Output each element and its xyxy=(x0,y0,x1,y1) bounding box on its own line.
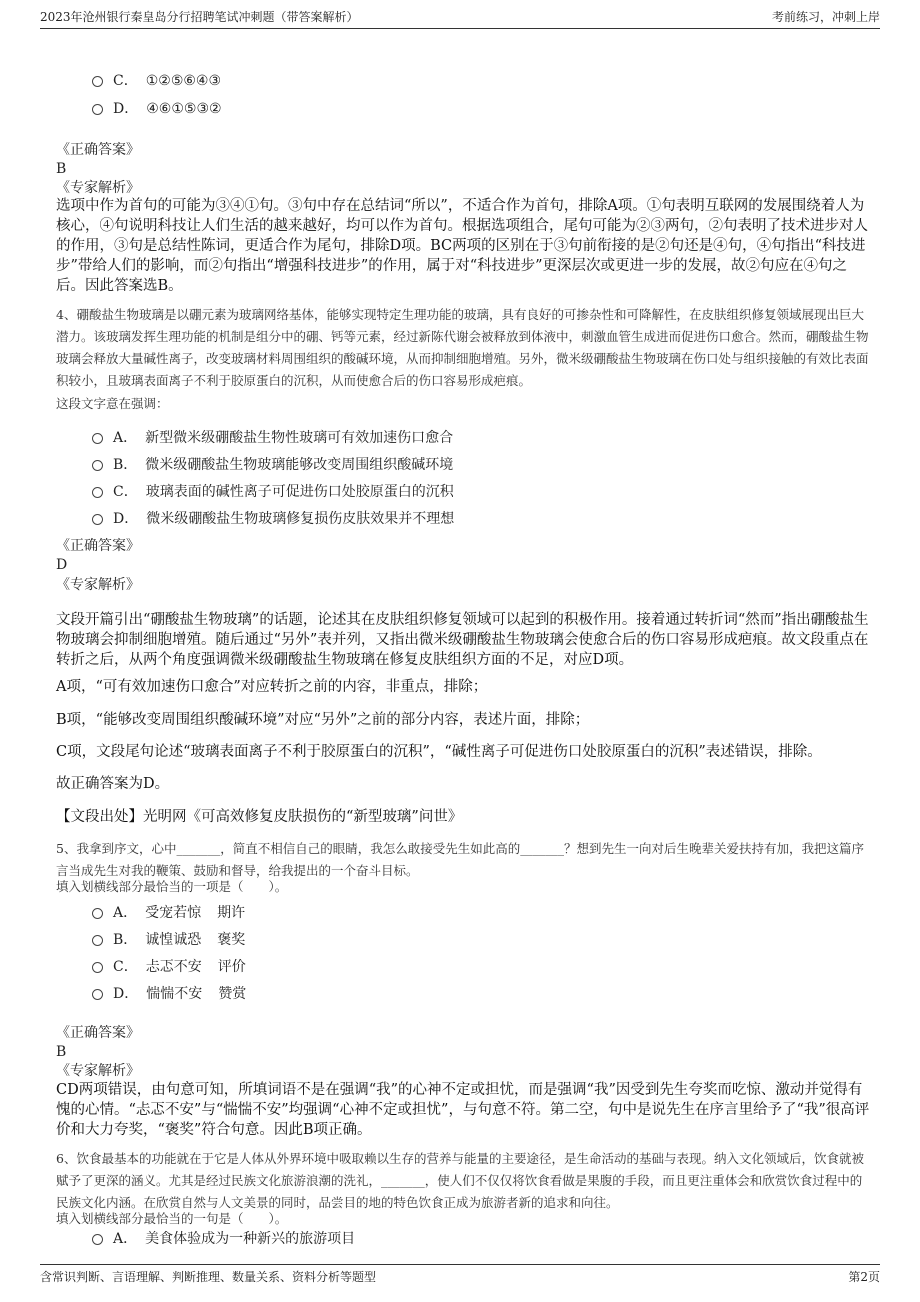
q3-option-c[interactable]: C． ①②⑤⑥④③ xyxy=(92,70,221,92)
radio-button-icon[interactable] xyxy=(92,935,103,946)
q5-answer-label: 《正确答案》 xyxy=(56,1025,140,1041)
radio-button-icon[interactable] xyxy=(92,962,103,973)
q6-prompt: 填入划横线部分最恰当的一句是（ ）。 xyxy=(56,1211,288,1226)
page-header xyxy=(40,6,880,29)
q4-prompt: 这段文字意在强调： xyxy=(56,396,169,411)
q5-option-d[interactable]: D． 惴惴不安 赞赏 xyxy=(92,983,246,1005)
q4-conclusion: 故正确答案为D。 xyxy=(56,776,170,792)
q3-answer: B xyxy=(56,161,67,177)
q4-option-a[interactable]: A． 新型微米级硼酸盐生物性玻璃可有效加速伤口愈合 xyxy=(92,427,453,449)
page-footer xyxy=(40,1264,880,1289)
q4-source: 【文段出处】光明网《可高效修复皮肤损伤的“新型玻璃”问世》 xyxy=(56,809,463,825)
radio-button-icon[interactable] xyxy=(92,1234,103,1245)
radio-button-icon[interactable] xyxy=(92,460,103,471)
q4-analysis: 文段开篇引出“硼酸盐生物玻璃”的话题，论述其在皮肤组织修复领域可以起到的积极作用。接着通过转折词“然而”指出硼酸盐生物玻璃会抑制细胞增殖。随后通过“另外”表并列，又指出微米级硼酸盐生物玻璃会使愈合后的伤口容易形成疤痕。故文段重点在转折之后，从两个角度强调微米级硼酸盐生物玻璃在修复皮肤组织方面的不足，对应D项。 xyxy=(56,612,869,668)
radio-button-icon[interactable] xyxy=(92,514,103,525)
q5-option-c[interactable]: C． 忐忑不安 评价 xyxy=(92,956,246,978)
q4-answer-label: 《正确答案》 xyxy=(56,538,140,554)
q3-option-d[interactable]: D． ④⑥①⑤③② xyxy=(92,98,222,120)
q5-stem: 5、我拿到序文，心中_______，简直不相信自己的眼睛，我怎么敢接受先生如此高的_______？想到先生一向对后生晚辈关爱扶持有加，我把这篇序言当成先生对我的鞭策、鼓励和督导，给我提出的一个奋斗目标。 xyxy=(56,841,864,878)
radio-button-icon[interactable] xyxy=(92,104,103,115)
q4-analysis-c: C项，文段尾句论述“玻璃表面离子不利于胶原蛋白的沉积”，“碱性离子可促进伤口处胶原蛋白的沉积”表述错误，排除。 xyxy=(56,744,822,760)
q4-answer: D xyxy=(56,557,68,573)
radio-button-icon[interactable] xyxy=(92,908,103,919)
page-number: 第2页 xyxy=(848,1270,880,1284)
q3-analysis: 选项中作为首句的可能为③④①句。③句中存在总结词“所以”，不适合作为首句，排除A项。①句表明互联网的发展围绕着人为核心，④句说明科技让人们生活的越来越好，均可以作为首句。根据选项组合，尾句可能为②③两句，②句表明了技术进步对人的作用，③句是总结性陈词，更适合作为尾句，排除D项。BC两项的区别在于③句前衔接的是②句还是④句，④句指出“科技进步”带给人们的影响，而②句指出“增强科技进步”的作用，属于对“科技进步”更深层次或更进一步的发展，故②句应在④句之后。因此答案选B。 xyxy=(56,198,868,294)
radio-button-icon[interactable] xyxy=(92,487,103,498)
q4-analysis-label: 《专家解析》 xyxy=(56,577,140,593)
footer-note: 含常识判断、言语理解、判断推理、数量关系、资料分析等题型 xyxy=(40,1270,377,1284)
q5-option-a[interactable]: A． 受宠若惊 期许 xyxy=(92,902,245,924)
q3-answer-label: 《正确答案》 xyxy=(56,142,140,158)
q4-option-b[interactable]: B． 微米级硼酸盐生物玻璃能够改变周围组织酸碱环境 xyxy=(92,454,453,476)
q4-stem: 4、硼酸盐生物玻璃是以硼元素为玻璃网络基体，能够实现特定生理功能的玻璃，具有良好的可掺杂性和可降解性，在皮肤组织修复领域展现出巨大潜力。该玻璃发挥生理功能的机制是组分中的硼、钙等元素，经过新陈代谢会被释放到体液中，刺激血管生成进而促进伤口愈合。然而，硼酸盐生物玻璃会释放大量碱性离子，改变玻璃材料周围组织的酸碱环境，从而抑制细胞增殖。另外，微米级硼酸盐生物玻璃在伤口处与组织接触的有效比表面积较小，且玻璃表面离子不利于胶原蛋白的沉积，从而使愈合后的伤口容易形成疤痕。 xyxy=(56,307,869,388)
q6-option-a[interactable]: A． 美食体验成为一种新兴的旅游项目 xyxy=(92,1228,355,1250)
q6-stem: 6、饮食最基本的功能就在于它是人体从外界环境中吸取赖以生存的营养与能量的主要途径，是生命活动的基础与表现。纳入文化领域后，饮食就被赋予了更深的涵义。尤其是经过民族文化旅游浪潮的洗礼，_______，使人们不仅仅将饮食看做是果腹的手段，而且更注重体会和欣赏饮食过程中的民族文化内涵。在欣赏自然与人文美景的同时，品尝目的地的特色饮食正成为旅游者新的追求和向往。 xyxy=(56,1151,864,1210)
radio-button-icon[interactable] xyxy=(92,76,103,87)
q5-analysis: CD两项错误，由句意可知，所填词语不是在强调“我”的心神不定或担忧，而是强调“我”因受到先生夸奖而吃惊、激动并觉得有愧的心情。“忐忑不安”与“惴惴不安”均强调“心神不定或担忧”，与句意不符。第二空，句中是说先生在序言里给予了“我”很高评价和大力夸奖，“褒奖”符合句意。因此B项正确。 xyxy=(56,1082,870,1138)
q4-option-c[interactable]: C． 玻璃表面的碱性离子可促进伤口处胶原蛋白的沉积 xyxy=(92,481,454,503)
q4-option-d[interactable]: D． 微米级硼酸盐生物玻璃修复损伤皮肤效果并不理想 xyxy=(92,508,454,530)
q3-analysis-label: 《专家解析》 xyxy=(56,180,140,196)
q5-prompt: 填入划横线部分最恰当的一项是（ ）。 xyxy=(56,879,288,894)
radio-button-icon[interactable] xyxy=(92,433,103,444)
q4-analysis-a: A项，“可有效加速伤口愈合”对应转折之前的内容，非重点，排除； xyxy=(56,679,488,695)
header-slogan: 考前练习，冲刺上岸 xyxy=(771,10,880,24)
radio-button-icon[interactable] xyxy=(92,989,103,1000)
document-title: 2023年沧州银行秦皇岛分行招聘笔试冲刺题（带答案解析） xyxy=(40,10,359,24)
q4-analysis-b: B项，“能够改变周围组织酸碱环境”对应“另外”之前的部分内容，表述片面，排除； xyxy=(56,712,590,728)
q5-analysis-label: 《专家解析》 xyxy=(56,1063,140,1079)
q5-answer: B xyxy=(56,1044,67,1060)
q5-option-b[interactable]: B． 诚惶诚恐 褒奖 xyxy=(92,929,245,951)
